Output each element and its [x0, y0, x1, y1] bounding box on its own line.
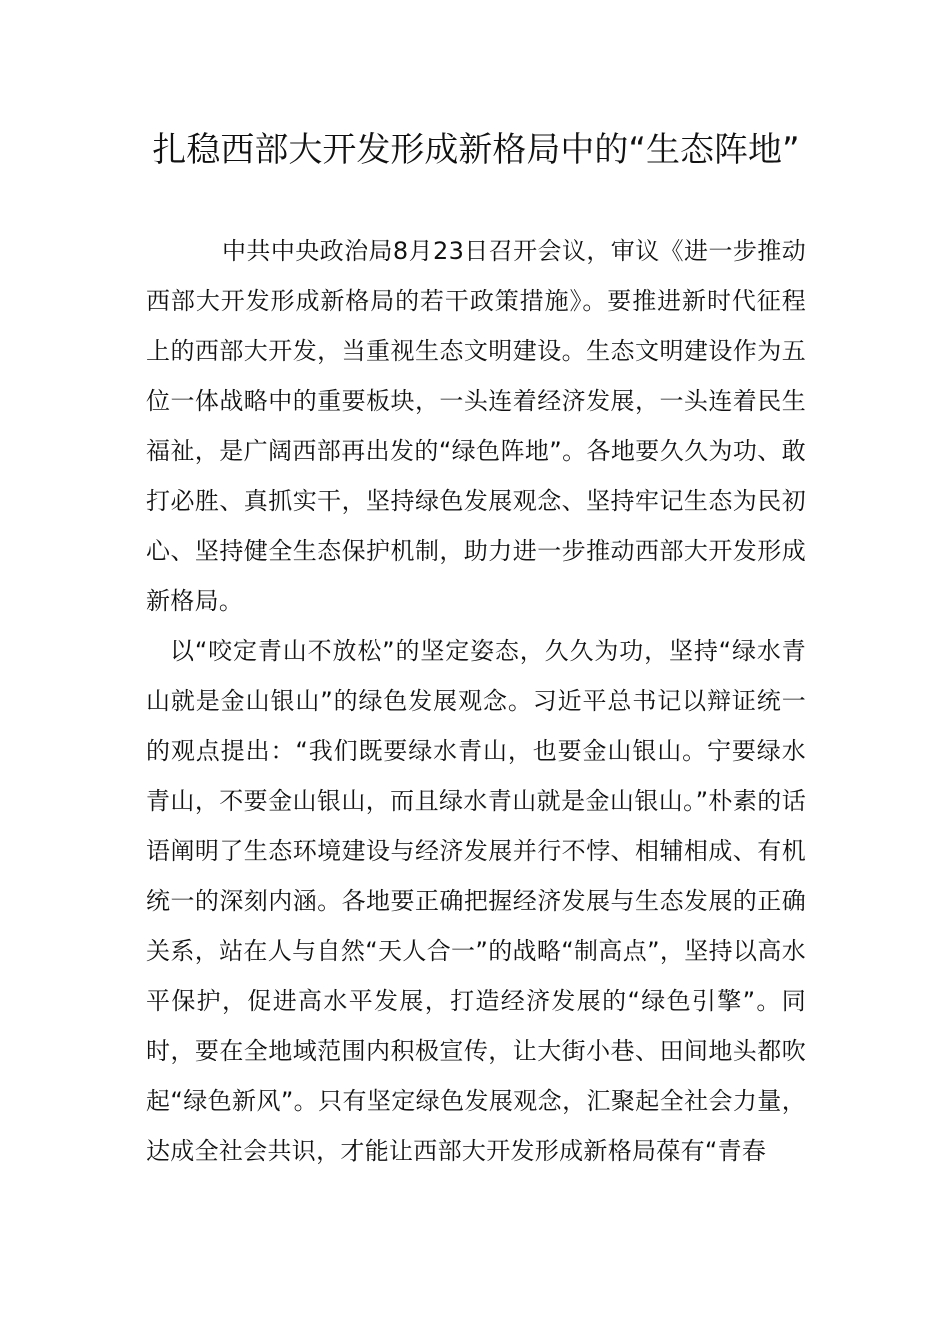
document-body [146, 226, 806, 1176]
paragraph-2: 以“咬定青山不放松”的坚定姿态，久久为功，坚持“绿水青山就是金山银山”的绿色发展观念。习近平总书记以辩证统一的观点提出：“我们既要绿水青山，也要金山银山。宁要绿水青山，不要金山银山，而且绿水青山就是金山银山。”朴素的话语阐明了生态环境建设与经济发展并行不悖、相辅相成、有机统一的深刻内涵。各地要正确把握经济发展与生态发展的正确关系，站在人与自然“天人合一”的战略“制高点”，坚持以高水平保护，促进高水平发展，打造经济发展的“绿色引擎”。同时，要在全地域范围内积极宣传，让大街小巷、田间地头都吹起“绿色新风”。只有坚定绿色发展观念，汇聚起全社会力量，达成全社会共识，才能让西部大开发形成新格局葆有“青春 [146, 637, 807, 1165]
paragraph-1: 中共中央政治局8月23日召开会议，审议《进一步推动西部大开发形成新格局的若干政策措施》。要推进新时代征程上的西部大开发，当重视生态文明建设。生态文明建设作为五位一体战略中的重要板块，一头连着经济发展，一头连着民生福祉，是广阔西部再出发的“绿色阵地”。各地要久久为功、敢打必胜、真抓实干，坚持绿色发展观念、坚持牢记生态为民初心、坚持健全生态保护机制，助力进一步推动西部大开发形成新格局。 [146, 237, 806, 615]
page-title: 扎稳西部大开发形成新格局中的“生态阵地” [152, 130, 800, 170]
